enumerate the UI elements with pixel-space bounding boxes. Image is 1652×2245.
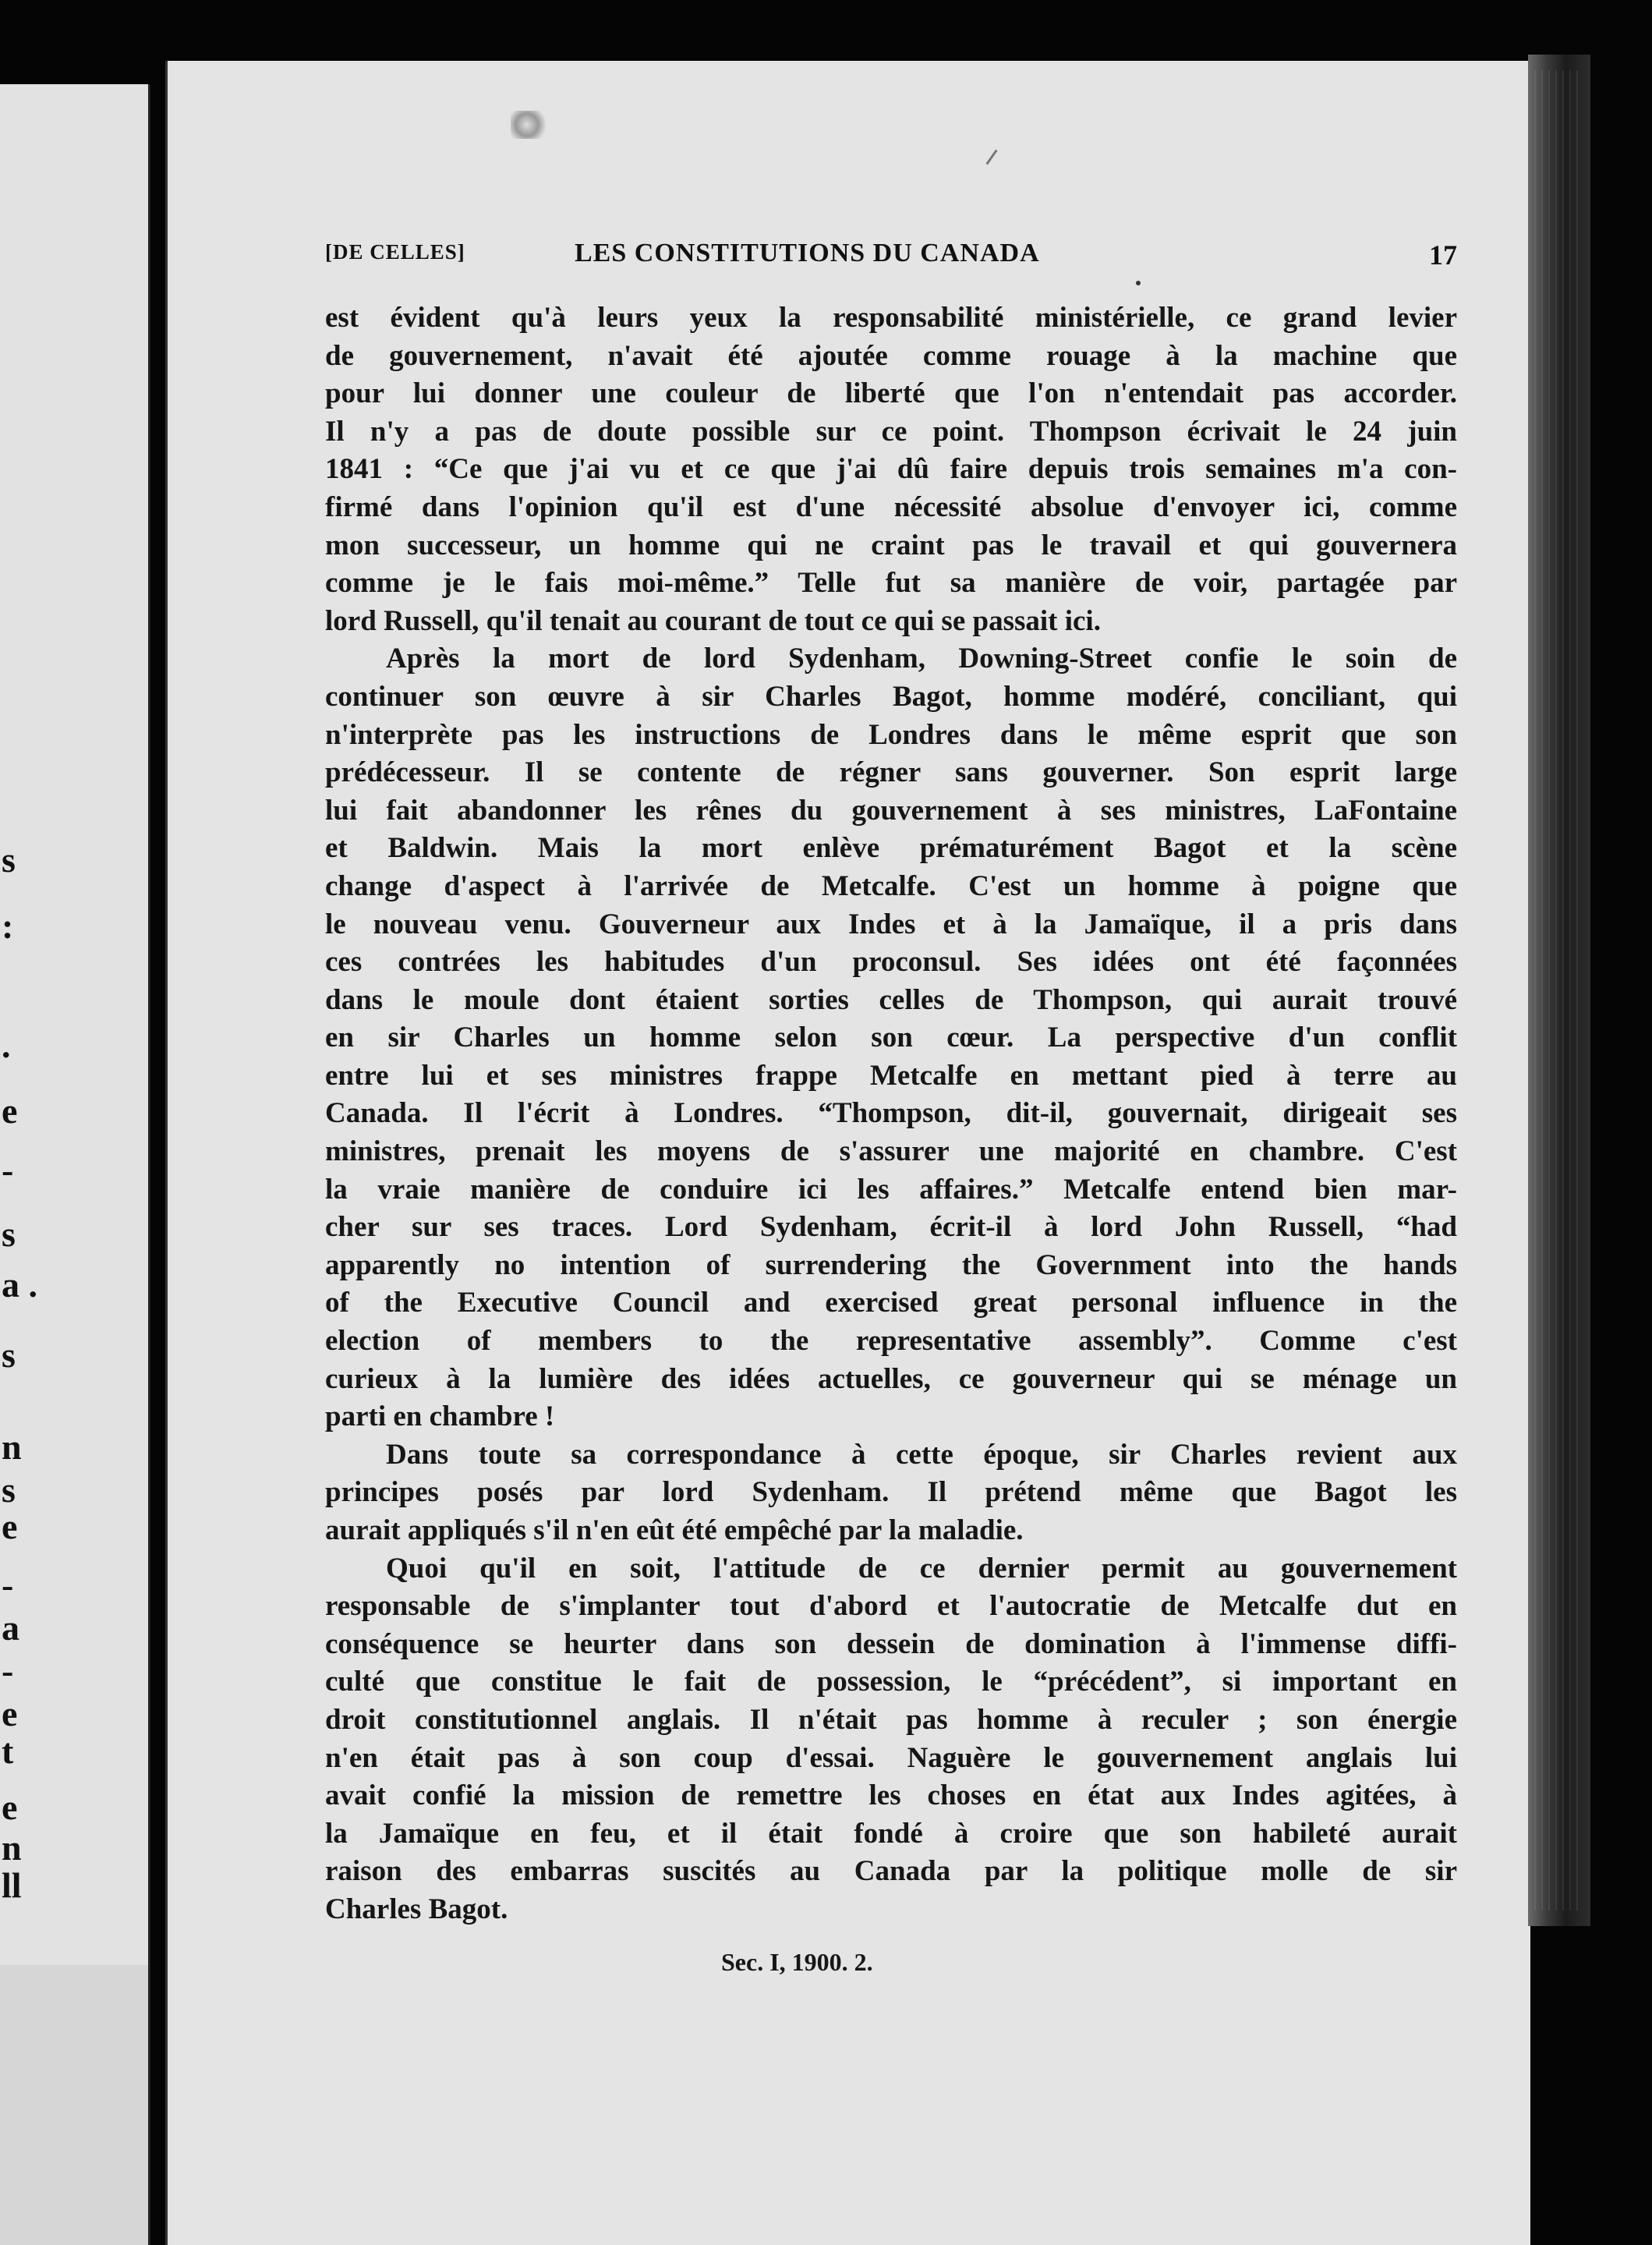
text-line: Dans toute sa correspondance à cette époque, sir Charles revient aux [386,1438,1457,1471]
text-line: conséquence se heurter dans son dessein de domination à l'immense diffi- [325,1627,1457,1660]
text-line: ces contrées les habitudes d'un proconsul. Ses idées ont été façonnées [325,946,1457,979]
facing-page-fragment: e [2,1694,18,1733]
text-line: de gouvernement, n'avait été ajoutée comme rouage à la machine que [325,339,1457,372]
facing-page-fragment: s [2,1214,16,1254]
facing-page-fragment: - [2,1150,14,1190]
text-line: Il n'y a pas de doute possible sur ce point. Thompson écrivait le 24 juin [325,415,1457,448]
text-line: 1841 : “Ce que j'ai vu et ce que j'ai dû faire depuis trois semaines m'a con- [325,453,1457,486]
text-line: firmé dans l'opinion qu'il est d'une nécessité absolue d'envoyer ici, comme [325,490,1457,523]
facing-page-fragment: n [2,1427,22,1467]
text-line: dans le moule dont étaient sorties celles de Thompson, qui aurait trouvé [325,983,1457,1016]
text-line: en sir Charles un homme selon son cœur. La perspective d'un conflit [325,1022,1457,1054]
text-line: est évident qu'à leurs yeux la responsabilité ministérielle, ce grand levier [325,302,1457,334]
page-number: 17 [1429,239,1457,271]
text-line: aurait appliqués s'il n'en eût été empêché par la maladie. [325,1514,1024,1546]
facing-page-fragment: : [2,906,14,946]
facing-page-fragment: . [2,1025,11,1065]
text-line: responsable de s'implanter tout d'abord et l'autocratie de Metcalfe dut en [325,1590,1457,1623]
signature-mark: Sec. I, 1900. 2. [721,1948,873,1976]
text-line: avait confié la mission de remettre les choses en état aux Indes agitées, à [325,1779,1457,1812]
text-line: ministres, prenait les moyens de s'assurer une majorité en chambre. C'est [325,1135,1457,1168]
ink-dot [1136,281,1141,285]
text-line: et Baldwin. Mais la mort enlève prématurément Bagot et la scène [325,832,1457,865]
book-page [165,61,1530,2245]
facing-page-fragment: s [2,840,16,880]
text-line: le nouveau venu. Gouverneur aux Indes et à la Jamaïque, il a pris dans [325,908,1457,940]
facing-page-fragment: s [2,1335,16,1375]
text-line: la vraie manière de conduire ici les affaires.” Metcalfe entend bien mar- [325,1173,1457,1206]
text-line: parti en chambre ! [325,1400,555,1433]
text-line: culté que constitue le fait de possession, le “précédent”, si important en [325,1666,1457,1698]
text-line: Charles Bagot. [325,1893,508,1925]
facing-page-fragment: - [2,1565,14,1605]
text-line: raison des embarras suscités au Canada par la politique molle de sir [325,1855,1457,1888]
text-line: n'en était pas à son coup d'essai. Naguère le gouvernement anglais lui [325,1741,1457,1774]
text-line: lui fait abandonner les rênes du gouvernement à ses ministres, LaFontaine [325,794,1457,827]
running-head [325,239,1457,274]
text-line: comme je le fais moi-même.” Telle fut sa manière de voir, partagée par [325,567,1457,600]
text-line: principes posés par lord Sydenham. Il prétend même que Bagot les [325,1476,1457,1509]
facing-page-fragment: - [2,1651,14,1691]
text-line: continuer son œuvre à sir Charles Bagot, homme modéré, conciliant, qui [325,680,1457,713]
text-line: curieux à la lumière des idées actuelles, ce gouverneur qui se ménage un [325,1362,1457,1395]
facing-page-fragment: a [2,1608,19,1648]
facing-page-fragment: a . [2,1265,37,1305]
text-line: n'interprète pas les instructions de Londres dans le même esprit que son [325,718,1457,751]
text-line: apparently no intention of surrendering the Government into the hands [325,1248,1457,1281]
text-line: cher sur ses traces. Lord Sydenham, écrit-il à lord John Russell, “had [325,1211,1457,1244]
running-head-author: [DE CELLES] [325,240,465,264]
text-line: election of members to the representative assembly”. Comme c'est [325,1325,1457,1358]
facing-page-fragment: ll [2,1865,22,1905]
text-line: la Jamaïque en feu, et il était fondé à croire que son habileté aurait [325,1817,1457,1850]
body-text [325,299,1457,1929]
facing-page-fragment: e [2,1787,18,1827]
text-line: lord Russell, qu'il tenait au courant de tout ce qui se passait ici. [325,604,1101,637]
text-line: entre lui et ses ministres frappe Metcalfe en mettant pied à terre au [325,1059,1457,1092]
facing-page-fragment: n [2,1828,22,1868]
running-head-title: LES CONSTITUTIONS DU CANADA [575,239,1040,267]
text-line: Quoi qu'il en soit, l'attitude de ce dernier permit au gouvernement [386,1552,1457,1585]
text-line: prédécesseur. Il se contente de régner sans gouverner. Son esprit large [325,756,1457,789]
facing-page-fragment: s [2,1470,16,1510]
text-line: change d'aspect à l'arrivée de Metcalfe. C'est un homme à poigne que [325,869,1457,902]
text-line: mon successeur, un homme qui ne craint pas le travail et qui gouvernera [325,529,1457,561]
pencil-mark [985,150,997,165]
text-line: Canada. Il l'écrit à Londres. “Thompson, dit-il, gouvernait, dirigeait ses [325,1097,1457,1130]
facing-page-text-fragments [0,0,37,2245]
text-line: of the Executive Council and exercised great personal influence in the [325,1287,1457,1319]
text-line: Après la mort de lord Sydenham, Downing-Street confie le soin de [386,643,1457,675]
text-line: pour lui donner une couleur de liberté que l'on n'entendait pas accorder. [325,377,1457,410]
book-binding-texture [1534,70,1581,1910]
facing-page-fragment: t [2,1731,14,1771]
facing-page-fragment: e [2,1091,18,1131]
text-line: droit constitutionnel anglais. Il n'était pas homme à reculer ; son énergie [325,1703,1457,1736]
facing-page-fragment: e [2,1507,18,1546]
scan-speck [511,111,551,139]
